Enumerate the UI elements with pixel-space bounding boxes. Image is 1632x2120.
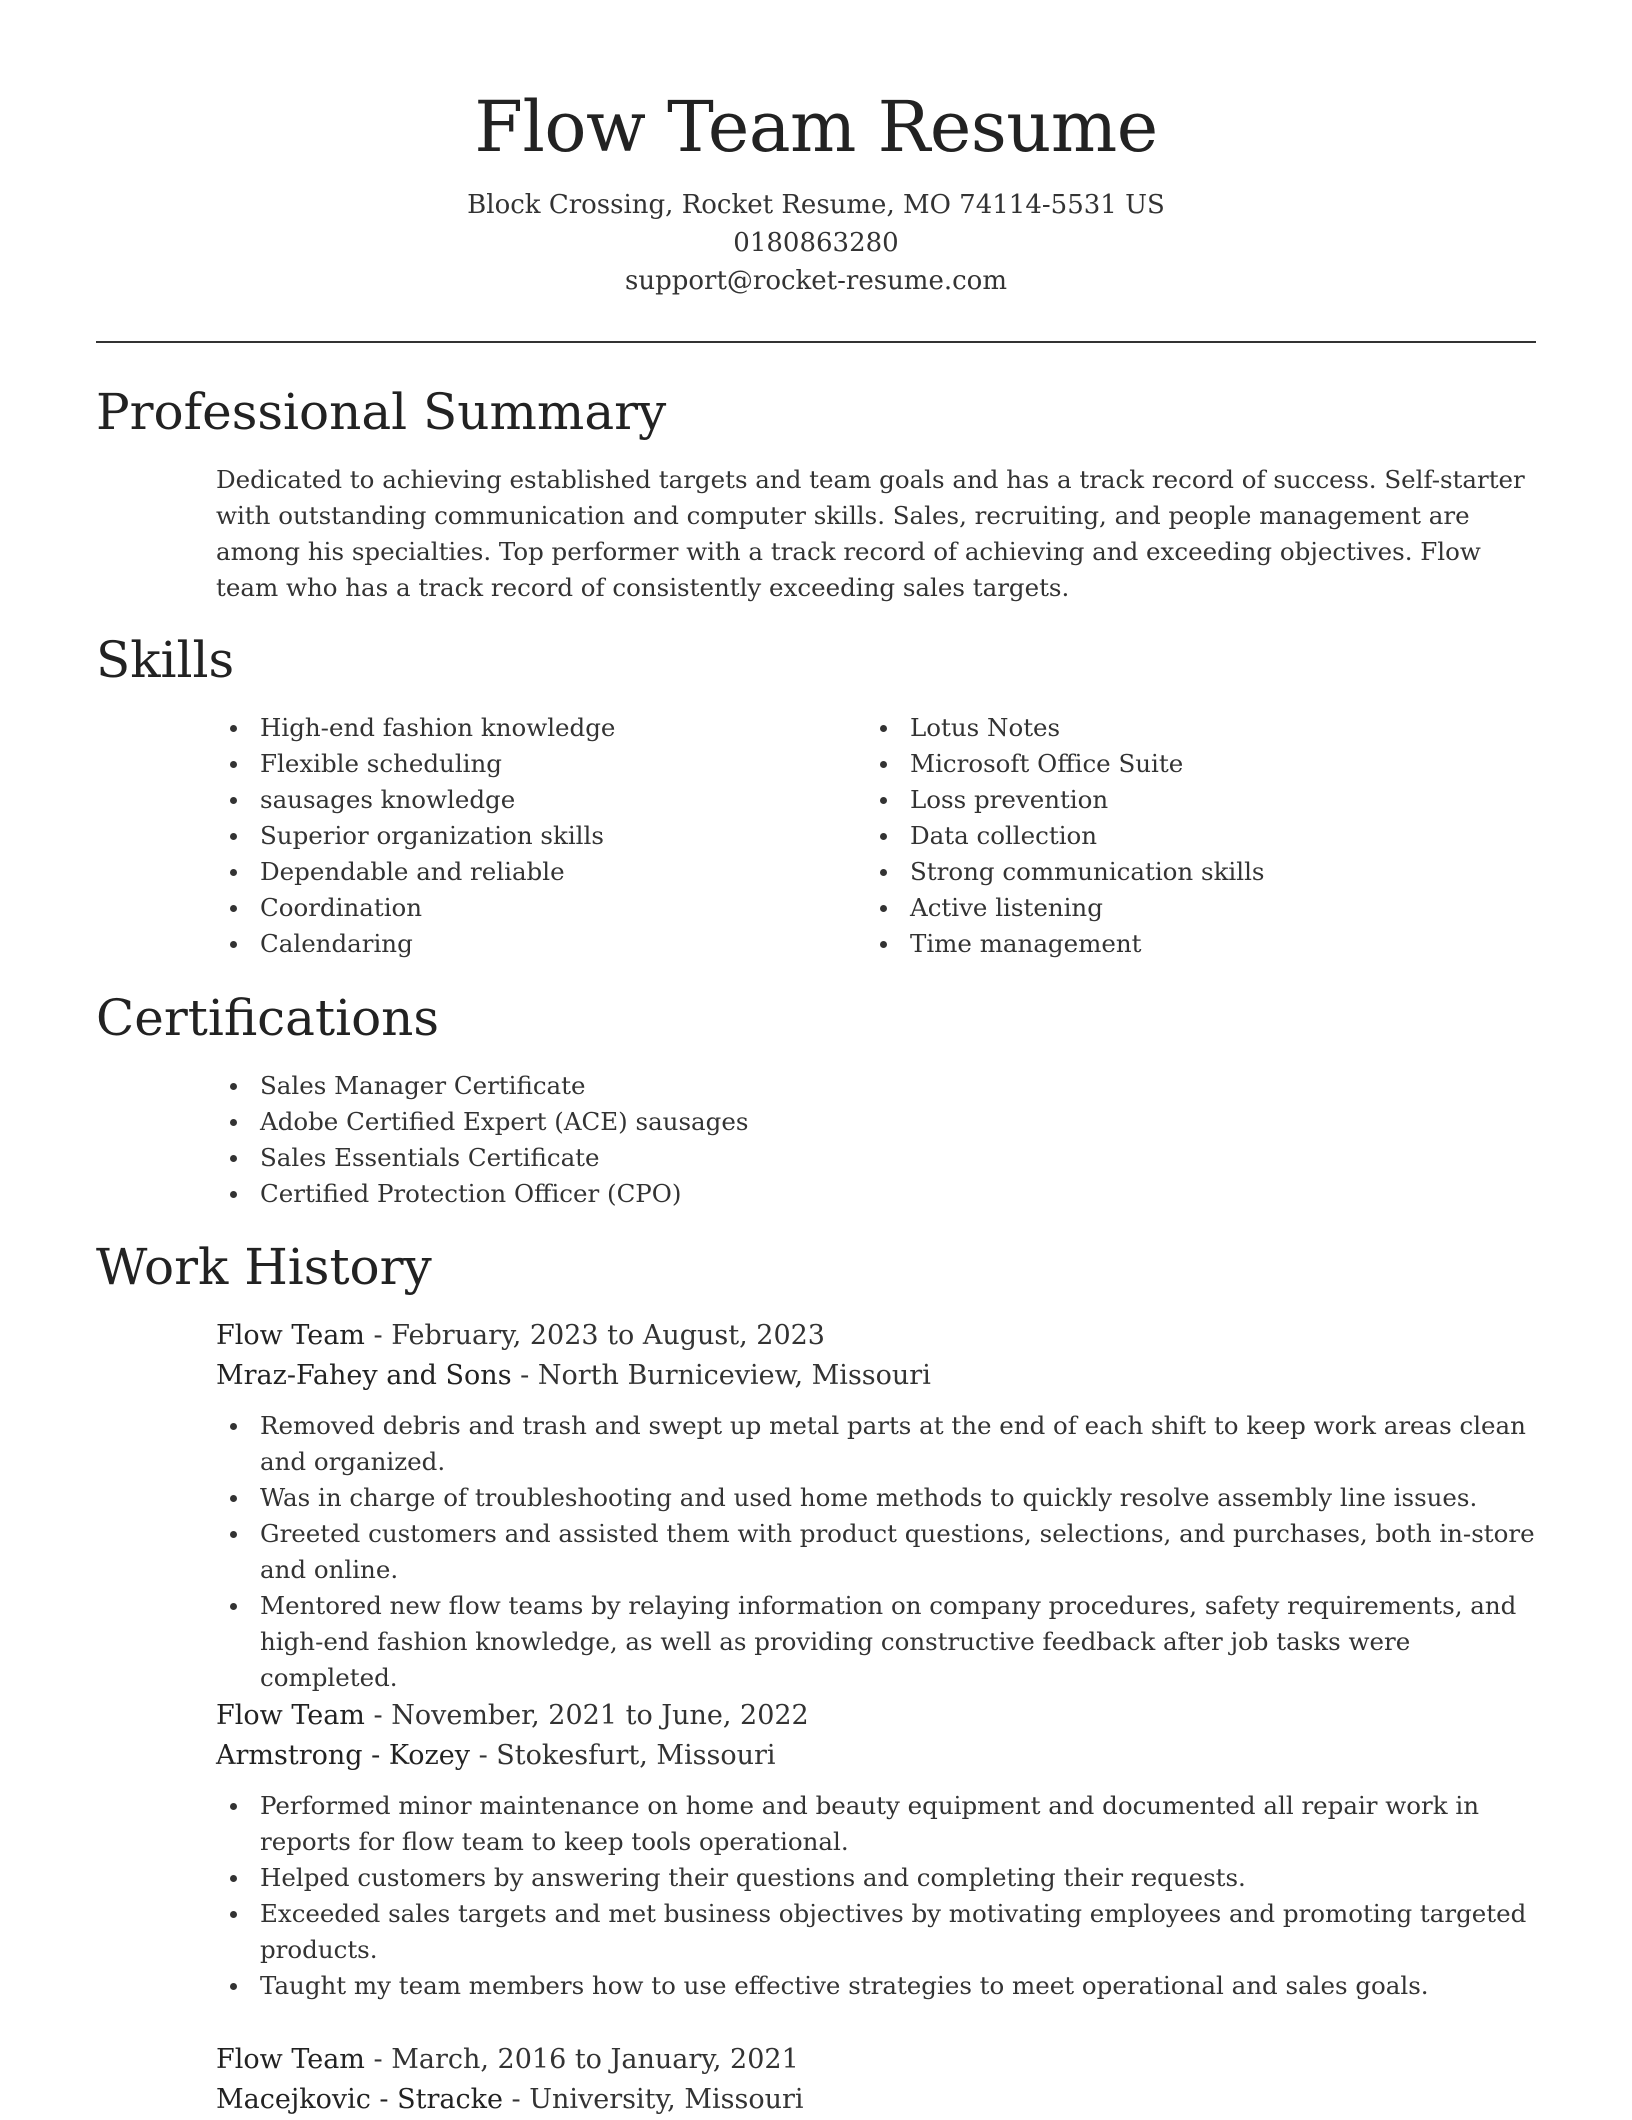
certification-item: Sales Essentials Certificate (216, 1140, 1116, 1176)
job-company: Macejkovic - Stracke (216, 2084, 503, 2115)
job-company-line (216, 2080, 1536, 2120)
skill-item: Lotus Notes (866, 710, 1506, 746)
skill-item: Dependable and reliable (216, 854, 856, 890)
skill-item: Loss prevention (866, 782, 1506, 818)
certification-item: Adobe Certified Expert (ACE) sausages (216, 1104, 1116, 1140)
job-entry (216, 1316, 1536, 1696)
skills-list-right (866, 710, 1506, 962)
job-title-line (216, 2040, 1536, 2080)
certification-item: Certified Protection Officer (CPO) (216, 1176, 1116, 1212)
skills-heading: Skills (96, 631, 235, 689)
job-bullet: Exceeded sales targets and met business objectives by motivating employees and promoting targeted products. (216, 1896, 1536, 1968)
skill-item: High-end fashion knowledge (216, 710, 856, 746)
job-title: Flow Team (216, 1700, 365, 1731)
job-title-line (216, 1316, 1536, 1356)
job-location: - North Burniceview, Missouri (511, 1360, 931, 1391)
summary-text: Dedicated to achieving established targets and team goals and has a track record of success. Self-starter with outstanding communication and computer skills. Sales, recruiting, and people management are among his specialties. Top performer with a track record of achieving and exceeding objectives. Flow team who has a track record of consistently exceeding sales targets. (216, 465, 1525, 602)
job-bullet: Was in charge of troubleshooting and used home methods to quickly resolve assembly line issues. (216, 1480, 1536, 1516)
job-entry (216, 2040, 1536, 2120)
certification-item: Sales Manager Certificate (216, 1068, 1116, 1104)
job-bullets (216, 1408, 1536, 1696)
job-title: Flow Team (216, 1320, 365, 1351)
job-title-line (216, 1696, 1536, 1736)
job-company: Armstrong - Kozey (216, 1740, 470, 1771)
job-bullet: Performed minor maintenance on home and beauty equipment and documented all repair work in reports for flow team to keep tools operational. (216, 1788, 1536, 1860)
job-bullet: Greeted customers and assisted them with product questions, selections, and purchases, both in-store and online. (216, 1516, 1536, 1588)
address: Block Crossing, Rocket Resume, MO 74114-5531 US (467, 190, 1165, 220)
job-dates: - November, 2021 to June, 2022 (364, 1700, 809, 1731)
skill-item: Superior organization skills (216, 818, 856, 854)
resume-name: Flow Team Resume (474, 86, 1158, 168)
skill-item: Active listening (866, 890, 1506, 926)
job-dates: - February, 2023 to August, 2023 (364, 1320, 825, 1351)
job-company-line (216, 1356, 1536, 1396)
job-dates: - March, 2016 to January, 2021 (364, 2044, 799, 2075)
skills-list-left (216, 710, 856, 962)
job-company-line (216, 1736, 1536, 1776)
phone: 0180863280 (733, 228, 899, 258)
skill-item: sausages knowledge (216, 782, 856, 818)
job-title: Flow Team (216, 2044, 365, 2075)
skill-item: Time management (866, 926, 1506, 962)
job-bullet: Removed debris and trash and swept up metal parts at the end of each shift to keep work areas clean and organized. (216, 1408, 1536, 1480)
email: support@rocket-resume.com (624, 266, 1007, 296)
skill-item: Flexible scheduling (216, 746, 856, 782)
job-bullets (216, 1788, 1536, 2004)
skill-item: Strong communication skills (866, 854, 1506, 890)
certifications-heading: Certifications (96, 989, 440, 1047)
skill-item: Coordination (216, 890, 856, 926)
job-company: Mraz-Fahey and Sons (216, 1360, 512, 1391)
contact-info (0, 186, 1632, 300)
skill-item: Calendaring (216, 926, 856, 962)
job-bullet: Mentored new flow teams by relaying information on company procedures, safety requirements, and high-end fashion knowledge, as well as providing constructive feedback after job tasks were completed. (216, 1588, 1536, 1696)
certifications-list (216, 1068, 1116, 1212)
job-location: - University, Missouri (502, 2084, 804, 2115)
skill-item: Microsoft Office Suite (866, 746, 1506, 782)
work-history-heading: Work History (96, 1238, 432, 1296)
job-location: - Stokesfurt, Missouri (470, 1740, 776, 1771)
header-divider (96, 341, 1536, 343)
summary-heading: Professional Summary (96, 383, 667, 441)
job-bullet: Taught my team members how to use effective strategies to meet operational and sales goals. (216, 1968, 1536, 2004)
skill-item: Data collection (866, 818, 1506, 854)
job-bullet: Helped customers by answering their questions and completing their requests. (216, 1860, 1536, 1896)
resume-header (0, 82, 1632, 300)
job-entry (216, 1696, 1536, 2004)
